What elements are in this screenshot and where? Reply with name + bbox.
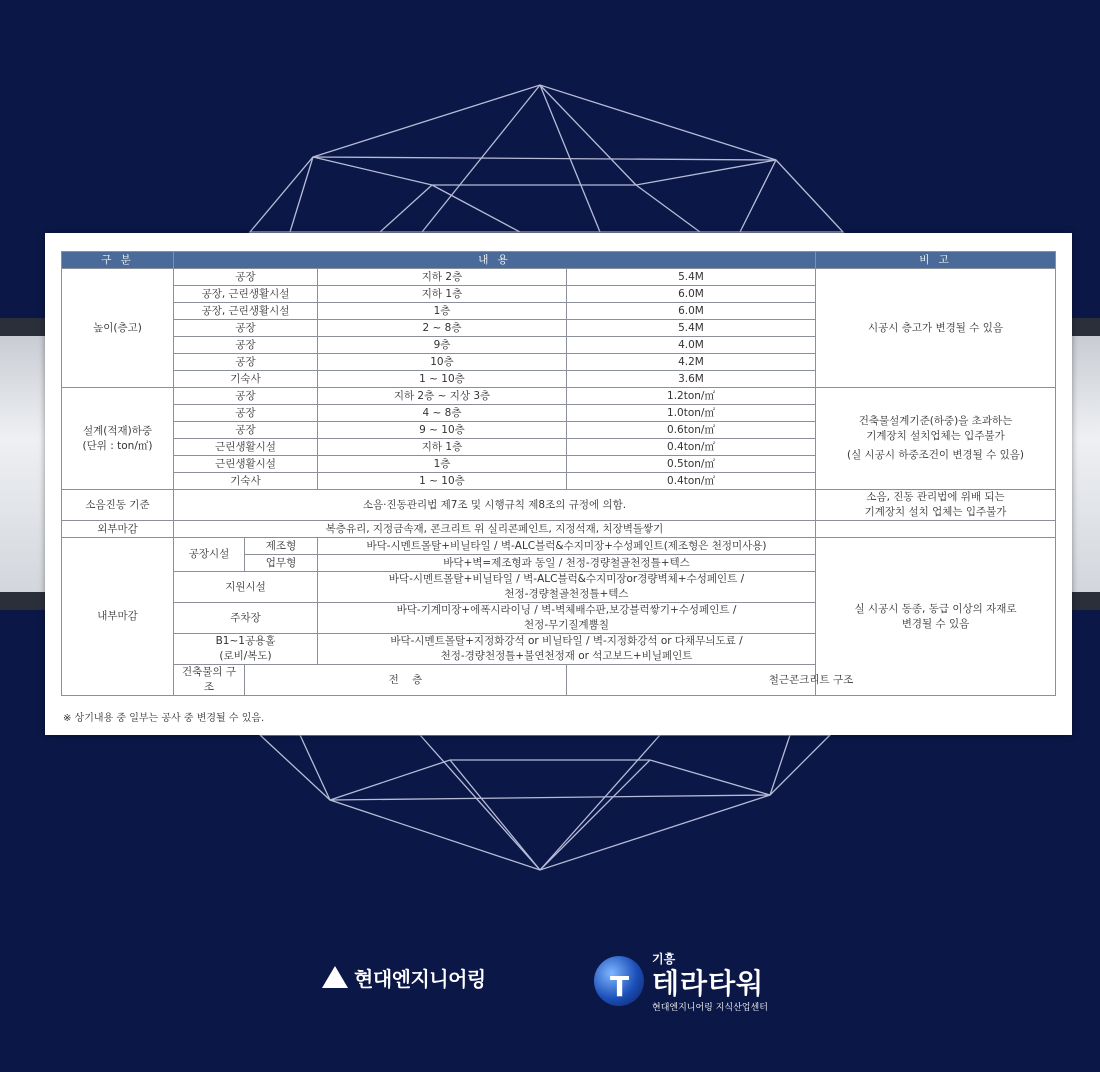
header-row (62, 252, 1056, 269)
table-row (62, 538, 1056, 555)
load-label-line2: (단위 : ton/㎡) (82, 439, 153, 452)
cell-value: 0.4ton/㎡ (567, 473, 816, 490)
hyundai-engineering-logo (322, 962, 486, 992)
spec-table (61, 251, 1056, 696)
cell-floor: 지하 2층 (318, 269, 567, 286)
support-line2: 천정-경량철골천정틀+텍스 (504, 588, 629, 600)
noise-remark-line1: 소음, 진동 관리법에 위배 되는 (866, 491, 1005, 503)
cell-use: 기숙사 (174, 371, 318, 388)
globe-icon (594, 956, 644, 1006)
interior-label: 내부마감 (62, 538, 174, 696)
interior-office-type: 업무형 (245, 555, 318, 572)
support-line1: 바닥-시멘트몰탈+비닐타일 / 벽-ALC블럭&수지미장or경량벽체+수성페인트 / (388, 573, 745, 585)
footnote-text: ※ 상기내용 중 일부는 공사 중 변경될 수 있음. (63, 713, 265, 724)
table-row (62, 388, 1056, 405)
interior-parking-content (318, 603, 816, 634)
parking-line1: 바닥-기계미장+에폭시라이닝 / 벽-벽체배수판,보강블럭쌓기+수성페인트 / (396, 604, 737, 616)
load-label-line1: 설계(적재)하중 (82, 424, 153, 437)
cell-floor: 지하 2층 ~ 지상 3층 (318, 388, 567, 405)
cell-use: 공장 (174, 354, 318, 371)
cell-floor: 1 ~ 10층 (318, 473, 567, 490)
structure-scope: 전 층 (245, 665, 567, 696)
cell-use: 공장, 근린생활시설 (174, 286, 318, 303)
parking-line2: 천정-무기질계뿜칠 (524, 619, 609, 631)
lobby-line2: (로비/복도) (219, 650, 272, 662)
spec-card (45, 233, 1072, 735)
cell-value: 4.2M (567, 354, 816, 371)
cell-use: 공장 (174, 405, 318, 422)
cell-use: 근린생활시설 (174, 439, 318, 456)
cell-floor: 4 ~ 8층 (318, 405, 567, 422)
cell-use: 근린생활시설 (174, 456, 318, 473)
globe-letter: T (610, 970, 630, 1003)
brand-small: 기흥 (652, 952, 676, 966)
noise-remark-line2: 기계장치 설치 업체는 입주불가 (864, 506, 1007, 518)
interior-mfg-content: 바닥-시멘트몰탈+비닐타일 / 벽-ALC블럭&수지미장+수성페인트(제조형은 천정미사용) (318, 538, 816, 555)
cell-value: 5.4M (567, 269, 816, 286)
cell-floor: 1 ~ 10층 (318, 371, 567, 388)
cell-value: 0.5ton/㎡ (567, 456, 816, 473)
logo-left-text: 현대엔지니어링 (354, 966, 486, 991)
height-label: 높이(층고) (62, 269, 174, 388)
header-content: 내 용 (174, 252, 816, 269)
cell-floor: 지하 1층 (318, 439, 567, 456)
noise-content: 소음·진동관리법 제7조 및 시행규칙 제8조의 규정에 의함. (174, 490, 816, 521)
interior-support-content (318, 572, 816, 603)
interior-lobby-content (318, 634, 816, 665)
terra-tower-logo (594, 950, 784, 1014)
cell-value: 4.0M (567, 337, 816, 354)
footnote (63, 709, 264, 724)
interior-remark-line1: 실 시공시 동종, 동급 이상의 자재로 (854, 602, 1017, 615)
cell-value: 5.4M (567, 320, 816, 337)
height-remark: 시공시 층고가 변경될 수 있음 (816, 269, 1056, 388)
interior-remark-line2: 변경될 수 있음 (901, 617, 970, 630)
table-row (62, 665, 1056, 696)
cell-floor: 1층 (318, 456, 567, 473)
cell-use: 기숙사 (174, 473, 318, 490)
cell-floor: 10층 (318, 354, 567, 371)
exterior-remark (816, 521, 1056, 538)
noise-label: 소음진동 기준 (62, 490, 174, 521)
cell-floor: 9층 (318, 337, 567, 354)
brand-sub: 현대엔지니어링 지식산업센터 (652, 1003, 768, 1013)
cell-use: 공장 (174, 320, 318, 337)
interior-parking: 주차장 (174, 603, 318, 634)
lobby-content-line1: 바닥-시멘트몰탈+지정화강석 or 비닐타일 / 벽-지정화강석 or 다채무늬도료 / (390, 635, 743, 647)
cell-floor: 9 ~ 10층 (318, 422, 567, 439)
cell-use: 공장 (174, 269, 318, 286)
lobby-content-line2: 천정-경량천정틀+불연천정재 or 석고보드+비닐페인트 (440, 650, 693, 662)
cell-value: 6.0M (567, 303, 816, 320)
load-remark (816, 388, 1056, 490)
cell-value: 0.4ton/㎡ (567, 439, 816, 456)
cell-value: 3.6M (567, 371, 816, 388)
noise-remark (816, 490, 1056, 521)
structure-content: 철근콘크리트 구조 (567, 665, 1056, 696)
load-remark-line1: 건축물설계기준(하중)을 초과하는 (858, 415, 1013, 427)
load-remark-line3: (실 시공시 하중조건이 변경될 수 있음) (846, 449, 1025, 461)
triangle-icon (322, 966, 348, 988)
load-remark-line2: 기계장치 설치업체는 입주불가 (866, 430, 1005, 442)
header-category: 구 분 (62, 252, 174, 269)
exterior-label: 외부마감 (62, 521, 174, 538)
cell-use: 공장, 근린생활시설 (174, 303, 318, 320)
cell-floor: 지하 1층 (318, 286, 567, 303)
header-remarks: 비 고 (816, 252, 1056, 269)
interior-support: 지원시설 (174, 572, 318, 603)
interior-mfg-type: 제조형 (245, 538, 318, 555)
exterior-content: 복층유리, 지정금속재, 콘크리트 위 실리콘페인트, 지정석재, 치장벽돌쌓기 (174, 521, 816, 538)
cell-use: 공장 (174, 388, 318, 405)
lobby-line1: B1~1공용홀 (215, 635, 276, 647)
table-row (62, 521, 1056, 538)
interior-lobby (174, 634, 318, 665)
cell-value: 6.0M (567, 286, 816, 303)
cell-value: 1.0ton/㎡ (567, 405, 816, 422)
cell-value: 1.2ton/㎡ (567, 388, 816, 405)
load-label (62, 388, 174, 490)
cell-value: 0.6ton/㎡ (567, 422, 816, 439)
cell-floor: 1층 (318, 303, 567, 320)
table-row (62, 269, 1056, 286)
cell-use: 공장 (174, 337, 318, 354)
interior-office-content: 바닥+벽=제조형과 동일 / 천정-경량철골천정틀+텍스 (318, 555, 816, 572)
cell-floor: 2 ~ 8층 (318, 320, 567, 337)
table-row (62, 490, 1056, 521)
cell-use: 공장 (174, 422, 318, 439)
interior-factory: 공장시설 (174, 538, 245, 572)
brand-big: 테라타워 (652, 967, 765, 1000)
structure-label: 건축물의 구조 (174, 665, 245, 696)
